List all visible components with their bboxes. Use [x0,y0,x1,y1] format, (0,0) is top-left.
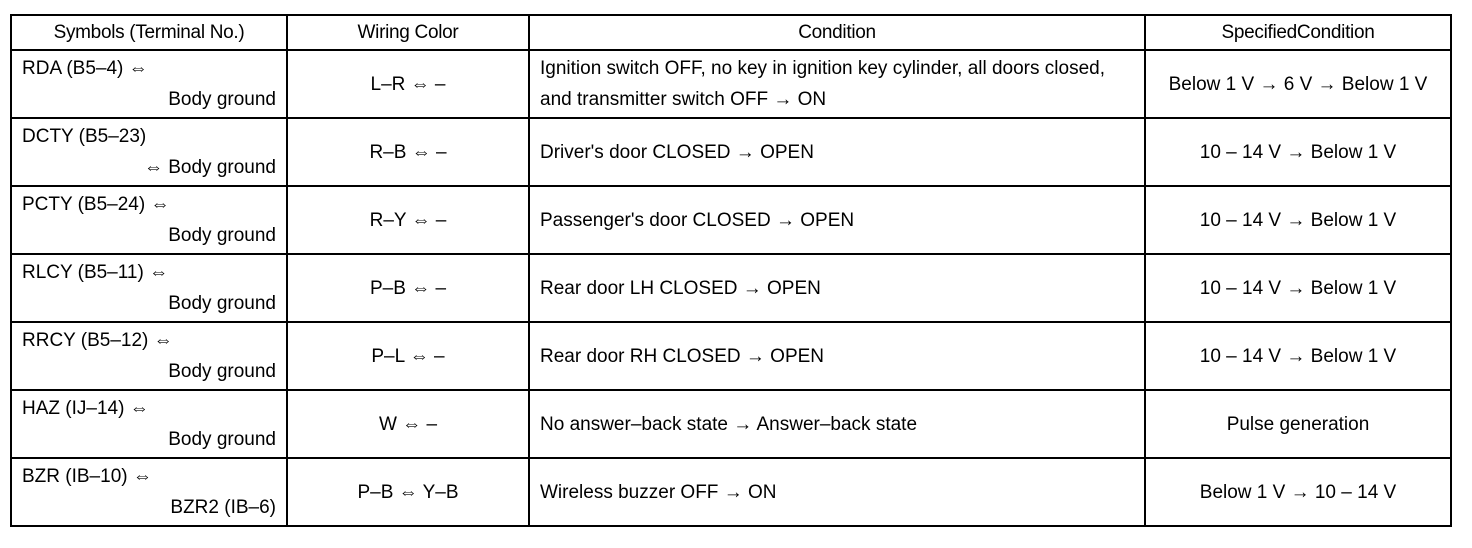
condition-cell: Wireless buzzer OFF → ON [529,458,1145,526]
condition-cell: Rear door LH CLOSED → OPEN [529,254,1145,322]
table-row [11,50,1451,118]
symbol-cell [11,322,287,390]
condition-cell: No answer–back state → Answer–back state [529,390,1145,458]
condition-cell: Ignition switch OFF, no key in ignition key cylinder, all doors closed, and transmitter switch OFF → ON [529,50,1145,118]
symbol-terminal: DCTY (B5–23) [22,126,147,147]
specified-condition-cell: Pulse generation [1145,390,1451,458]
symbol-ground: BZR2 (IB–6) [170,497,276,518]
table-row [11,390,1451,458]
wiring-color-cell: L–R ⇔ – [287,50,529,118]
table-row [11,458,1451,526]
symbol-terminal: HAZ (IJ–14) ⇔ [22,398,149,419]
header-specified-condition: SpecifiedCondition [1145,15,1451,50]
symbol-cell [11,254,287,322]
specified-condition-cell: 10 – 14 V → Below 1 V [1145,186,1451,254]
specified-condition-cell: 10 – 14 V → Below 1 V [1145,118,1451,186]
wiring-color-cell: R–Y ⇔ – [287,186,529,254]
symbol-cell [11,390,287,458]
specified-condition-cell: Below 1 V → 10 – 14 V [1145,458,1451,526]
table-row [11,322,1451,390]
symbol-ground: Body ground [168,293,276,314]
table-row [11,118,1451,186]
symbol-cell [11,458,287,526]
condition-cell: Passenger's door CLOSED → OPEN [529,186,1145,254]
symbol-cell [11,186,287,254]
terminal-inspection-table [10,14,1452,527]
symbol-ground: Body ground [168,225,276,246]
symbol-terminal: BZR (IB–10) ⇔ [22,466,152,487]
symbol-ground: Body ground [168,429,276,450]
table-row [11,186,1451,254]
symbol-ground: ⇔ Body ground [143,157,276,178]
symbol-ground: Body ground [168,89,276,110]
header-condition: Condition [529,15,1145,50]
condition-cell: Rear door RH CLOSED → OPEN [529,322,1145,390]
symbol-terminal: PCTY (B5–24) ⇔ [22,194,170,215]
header-symbols: Symbols (Terminal No.) [11,15,287,50]
specified-condition-cell: 10 – 14 V → Below 1 V [1145,254,1451,322]
wiring-color-cell: P–B ⇔ – [287,254,529,322]
wiring-color-cell: W ⇔ – [287,390,529,458]
symbol-terminal: RDA (B5–4) ⇔ [22,58,148,79]
symbol-terminal: RRCY (B5–12) ⇔ [22,330,173,351]
wiring-color-cell: P–B ⇔ Y–B [287,458,529,526]
symbol-ground: Body ground [168,361,276,382]
condition-cell: Driver's door CLOSED → OPEN [529,118,1145,186]
header-wiring-color: Wiring Color [287,15,529,50]
symbol-terminal: RLCY (B5–11) ⇔ [22,262,169,283]
wiring-color-cell: R–B ⇔ – [287,118,529,186]
header-row [11,15,1451,50]
table-row [11,254,1451,322]
symbol-cell [11,118,287,186]
symbol-cell [11,50,287,118]
specified-condition-cell: 10 – 14 V → Below 1 V [1145,322,1451,390]
specified-condition-cell: Below 1 V → 6 V → Below 1 V [1145,50,1451,118]
wiring-color-cell: P–L ⇔ – [287,322,529,390]
